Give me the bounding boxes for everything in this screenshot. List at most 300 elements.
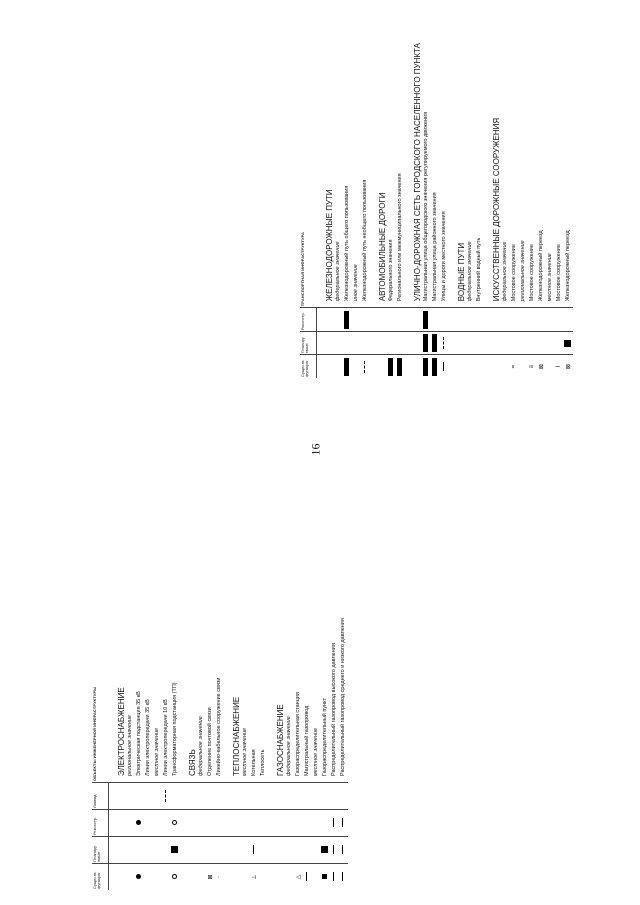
- legend-row: [162, 618, 171, 890]
- symbol-cell: [109, 810, 126, 837]
- symbol-cell: [303, 837, 312, 864]
- symbol-cell: [387, 332, 396, 355]
- symbol-cell: [153, 783, 162, 810]
- legend-table-engineering: [92, 618, 348, 890]
- legend-row: [405, 43, 422, 378]
- vline-symbol: [342, 819, 343, 828]
- section-heading: ТЕПЛОСНАБЖЕНИЕ: [224, 618, 241, 782]
- symbol-cell: [449, 355, 466, 378]
- symbol-cell: [317, 332, 334, 355]
- symbol-cell: [206, 783, 215, 810]
- symbol-cell: [466, 332, 475, 355]
- legend-item-label: Электрическая подстанция 35 кВ: [135, 618, 144, 782]
- legend-item-label: Железнодорожный переезд: [564, 43, 573, 308]
- vline-symbol: [333, 873, 334, 882]
- legend-row: [317, 43, 334, 378]
- symbol-cell: [215, 783, 224, 810]
- glyph-symbol: =: [511, 364, 517, 369]
- legend-item-label: Распределительный газопровод среднего и низкого давления: [339, 618, 348, 782]
- symbol-cell: [144, 837, 153, 864]
- legend-title: ОБЪЕКТЫ ИНЖЕНЕРНОЙ ИНФРАСТРУКТУРЫ: [92, 618, 109, 782]
- symbol-cell: [449, 308, 466, 332]
- symbol-cell: [484, 308, 501, 332]
- symbol-cell: [501, 332, 510, 355]
- vline-symbol: [342, 846, 343, 855]
- legend-table-transport: [300, 43, 573, 378]
- symbol-cell: [510, 355, 519, 378]
- legend-row: [501, 43, 510, 378]
- thick-symbol: [388, 358, 393, 376]
- vline-symbol: [333, 819, 334, 828]
- legend-row: [126, 618, 135, 890]
- symbol-cell: [475, 355, 484, 378]
- legend-row: [528, 43, 537, 378]
- legend-item-label: Магистральный газопровод: [303, 618, 312, 782]
- symbol-cell: [312, 837, 321, 864]
- symbol-cell: [259, 837, 268, 864]
- symbol-cell: [317, 308, 334, 332]
- symbol-cell: [546, 332, 555, 355]
- legend-row: [153, 618, 162, 890]
- symbol-cell: [126, 837, 135, 864]
- thick-symbol: [423, 358, 428, 376]
- symbol-cell: [449, 332, 466, 355]
- symbol-cell: [268, 837, 285, 864]
- legend-row: [422, 43, 431, 378]
- symbol-cell: [334, 308, 343, 332]
- symbol-cell: [250, 810, 259, 837]
- section-heading: ЖЕЛЕЗНОДОРОЖНЫЕ ПУТИ: [317, 43, 334, 308]
- legend-item-label: Трансформаторная подстанция (ТП): [171, 618, 180, 782]
- symbol-cell: [162, 783, 171, 810]
- vline-symbol: [342, 873, 343, 882]
- symbol-cell: [144, 864, 153, 891]
- symbol-cell: [180, 810, 197, 837]
- symbol-cell: [224, 837, 241, 864]
- symbol-cell: [153, 810, 162, 837]
- legend-item-label: Отделение почтовой связи: [206, 618, 215, 782]
- legend-row: [312, 618, 321, 890]
- glyph-symbol: ≡: [529, 364, 535, 369]
- symbol-cell: [555, 308, 564, 332]
- symbol-cell: [564, 308, 573, 332]
- legend-row: [334, 43, 343, 378]
- symbol-cell: [519, 332, 528, 355]
- sq-symbol: [564, 340, 571, 347]
- symbol-cell: [339, 837, 348, 864]
- symbol-cell: [396, 308, 405, 332]
- symbol-cell: [361, 308, 370, 332]
- symbol-cell: [431, 332, 440, 355]
- legend-item-label: Линии электропередачи 10 кВ: [162, 618, 171, 782]
- thick-symbol: [432, 334, 437, 352]
- legend-row: [343, 43, 352, 378]
- symbol-cell: [519, 308, 528, 332]
- legend-item-label: Федерального значения: [387, 43, 396, 308]
- column-header: Планиру емые: [92, 837, 109, 864]
- symbol-cell: [475, 308, 484, 332]
- symbol-cell: [197, 864, 206, 891]
- symbol-cell: [303, 864, 312, 891]
- section-heading: ВОДНЫЕ ПУТИ: [449, 43, 466, 308]
- thick-symbol: [344, 311, 349, 329]
- legend-row: [510, 43, 519, 378]
- symbol-cell: [303, 810, 312, 837]
- legend-item-label: Распределительный газопровод высокого давления: [330, 618, 339, 782]
- symbol-cell: [135, 837, 144, 864]
- symbol-cell: [285, 837, 294, 864]
- symbol-cell: [171, 837, 180, 864]
- symbol-cell: [330, 783, 339, 810]
- glyph-symbol: ·: [216, 876, 222, 878]
- symbol-cell: [303, 783, 312, 810]
- legend-row: [224, 618, 241, 890]
- symbol-cell: [180, 783, 197, 810]
- symbol-cell: [215, 864, 224, 891]
- legend-row: [294, 618, 303, 890]
- symbol-cell: [564, 355, 573, 378]
- glyph-symbol: ⊠: [565, 364, 572, 370]
- symbol-cell: [387, 355, 396, 378]
- symbol-cell: [135, 810, 144, 837]
- section-heading: УЛИЧНО-ДОРОЖНАЯ СЕТЬ ГОРОДСКОГО НАСЕЛЕННОГО ПУНКТА: [405, 43, 422, 308]
- symbol-cell: [343, 355, 352, 378]
- thick-symbol: [397, 358, 402, 376]
- subheading: федеральное значение: [501, 43, 510, 308]
- symbol-cell: [352, 308, 361, 332]
- symbol-cell: [206, 864, 215, 891]
- legend-row: [241, 618, 250, 890]
- legend-item-label: Линии электропередачи 35 кВ: [144, 618, 153, 782]
- symbol-cell: [405, 355, 422, 378]
- symbol-cell: [268, 783, 285, 810]
- legend-row: [564, 43, 573, 378]
- column-header: Существ. функция: [92, 864, 109, 891]
- legend-row: [250, 618, 259, 890]
- symbol-cell: [501, 355, 510, 378]
- symbol-cell: [321, 810, 330, 837]
- symbol-cell: [126, 810, 135, 837]
- legend-row: [370, 43, 387, 378]
- symbol-cell: [519, 355, 528, 378]
- legend-row: [144, 618, 153, 890]
- legend-engineering-infrastructure: [92, 440, 348, 890]
- section-heading: ГАЗОСНАБЖЕНИЕ: [268, 618, 285, 782]
- legend-row: [303, 618, 312, 890]
- symbol-cell: [171, 864, 180, 891]
- legend-row: [484, 43, 501, 378]
- sqs-symbol: [322, 875, 327, 880]
- legend-row: [440, 43, 449, 378]
- symbol-cell: [396, 332, 405, 355]
- glyph-symbol: △: [295, 874, 302, 880]
- symbol-cell: [440, 308, 449, 332]
- dash-symbol: [443, 337, 444, 349]
- symbol-cell: [241, 810, 250, 837]
- symbol-cell: [197, 810, 206, 837]
- legend-item-label: Котельная: [250, 618, 259, 782]
- symbol-cell: [330, 810, 339, 837]
- subheading: федеральное значение: [285, 618, 294, 782]
- legend-item-label: Улицы и дороги местного значения: [440, 43, 449, 308]
- legend-item-label: Теплосеть: [259, 618, 268, 782]
- legend-item-label: Газораспределительный пункт: [321, 618, 330, 782]
- symbol-cell: [528, 355, 537, 378]
- symbol-cell: [126, 864, 135, 891]
- symbol-cell: [285, 810, 294, 837]
- symbol-cell: [317, 355, 334, 378]
- thick-symbol: [432, 358, 437, 376]
- symbol-cell: [330, 837, 339, 864]
- legend-row: [387, 43, 396, 378]
- symbol-cell: [370, 332, 387, 355]
- legend-item-label: Газораспределительная станция: [294, 618, 303, 782]
- ring-symbol: [172, 875, 177, 880]
- symbol-cell: [440, 332, 449, 355]
- symbol-cell: [126, 783, 135, 810]
- symbol-cell: [334, 332, 343, 355]
- symbol-cell: [546, 308, 555, 332]
- symbol-cell: [206, 810, 215, 837]
- legend-row: [109, 618, 126, 890]
- symbol-cell: [484, 332, 501, 355]
- symbol-cell: [312, 783, 321, 810]
- symbol-cell: [321, 864, 330, 891]
- legend-row: [555, 43, 564, 378]
- legend-row: [330, 618, 339, 890]
- legend-row: [396, 43, 405, 378]
- subheading: местное значение: [241, 618, 250, 782]
- symbol-cell: [431, 355, 440, 378]
- symbol-cell: [162, 837, 171, 864]
- symbol-cell: [294, 783, 303, 810]
- symbol-cell: [197, 783, 206, 810]
- symbol-cell: [339, 864, 348, 891]
- legend-item-label: Регионального или межмуниципального значения: [396, 43, 405, 308]
- symbol-cell: [321, 837, 330, 864]
- symbol-cell: [206, 837, 215, 864]
- symbol-cell: [370, 308, 387, 332]
- legend-row: [180, 618, 197, 890]
- symbol-cell: [259, 864, 268, 891]
- symbol-cell: [546, 355, 555, 378]
- legend-row: [171, 618, 180, 890]
- legend-title: ТРАНСПОРТНАЯ ИНФРАСТРУКТУРА: [300, 43, 317, 308]
- symbol-cell: [162, 864, 171, 891]
- column-header: Существ. функция: [300, 355, 317, 378]
- symbol-cell: [180, 864, 197, 891]
- symbol-cell: [153, 837, 162, 864]
- legend-row: [268, 618, 285, 890]
- legend-item-label: Линейно-кабельное сооружение связи: [215, 618, 224, 782]
- dash-symbol: [364, 361, 365, 373]
- thick-symbol: [423, 311, 428, 329]
- symbol-cell: [352, 355, 361, 378]
- symbol-cell: [510, 332, 519, 355]
- symbol-cell: [343, 308, 352, 332]
- symbol-cell: [285, 783, 294, 810]
- legend-row: [475, 43, 484, 378]
- symbol-cell: [321, 783, 330, 810]
- thick-symbol: [423, 334, 428, 352]
- symbol-cell: [352, 332, 361, 355]
- symbol-cell: [144, 810, 153, 837]
- legend-row: [449, 43, 466, 378]
- symbol-cell: [339, 783, 348, 810]
- column-header: Планиру емые: [300, 332, 317, 355]
- glyph-symbol: ⊠: [538, 364, 545, 370]
- symbol-cell: [109, 783, 126, 810]
- subheading: местное значение: [153, 618, 162, 782]
- symbol-cell: [268, 810, 285, 837]
- symbol-cell: [215, 810, 224, 837]
- symbol-cell: [510, 308, 519, 332]
- subheading: федеральное значение: [334, 43, 343, 308]
- symbol-cell: [250, 837, 259, 864]
- legend-item-label: Железнодорожный путь общего пользования: [343, 43, 352, 308]
- symbol-cell: [405, 332, 422, 355]
- symbol-cell: [339, 810, 348, 837]
- symbol-cell: [144, 783, 153, 810]
- symbol-cell: [528, 308, 537, 332]
- subheading: местное значение: [546, 43, 555, 308]
- symbol-cell: [343, 332, 352, 355]
- symbol-cell: [537, 355, 546, 378]
- symbol-cell: [241, 864, 250, 891]
- symbol-cell: [285, 864, 294, 891]
- subheading: местное значение: [312, 618, 321, 782]
- glyph-symbol: ⊥: [251, 874, 258, 880]
- legend-row: [431, 43, 440, 378]
- section-heading: АВТОМОБИЛЬНЫЕ ДОРОГИ: [370, 43, 387, 308]
- symbol-cell: [334, 355, 343, 378]
- legend-row: [466, 43, 475, 378]
- legend-item-label: Внутренний водный путь: [475, 43, 484, 308]
- legend-row: [339, 618, 348, 890]
- symbol-cell: [484, 355, 501, 378]
- legend-item-label: Мостовое сооружение: [510, 43, 519, 308]
- symbol-cell: [224, 864, 241, 891]
- subheading: иное значение: [352, 43, 361, 308]
- section-heading: СВЯЗЬ: [180, 618, 197, 782]
- symbol-cell: [361, 355, 370, 378]
- symbol-cell: [215, 837, 224, 864]
- legend-item-label: Мостовое сооружение: [555, 43, 564, 308]
- symbol-cell: [422, 355, 431, 378]
- dash-symbol: [165, 790, 166, 802]
- legend-item-label: Железнодорожный путь необщего пользования: [361, 43, 370, 308]
- legend-row: [352, 43, 361, 378]
- symbol-cell: [537, 332, 546, 355]
- legend-row: [321, 618, 330, 890]
- symbol-cell: [197, 837, 206, 864]
- symbol-cell: [250, 864, 259, 891]
- symbol-cell: [109, 864, 126, 891]
- symbol-cell: [555, 355, 564, 378]
- section-heading: ЭЛЕКТРОСНАБЖЕНИЕ: [109, 618, 126, 782]
- symbol-cell: [259, 783, 268, 810]
- symbol-cell: [312, 864, 321, 891]
- legend-item-label: Мостовое сооружение: [528, 43, 537, 308]
- symbol-cell: [537, 308, 546, 332]
- legend-transport-infrastructure: [300, 43, 573, 378]
- legend-row: [215, 618, 224, 890]
- legend-row: [285, 618, 294, 890]
- symbol-cell: [330, 864, 339, 891]
- legend-row: [259, 618, 268, 890]
- symbol-cell: [294, 810, 303, 837]
- symbol-cell: [396, 355, 405, 378]
- symbol-cell: [109, 837, 126, 864]
- symbol-cell: [555, 332, 564, 355]
- symbol-cell: [422, 332, 431, 355]
- legend-row: [197, 618, 206, 890]
- column-header: Ликвид.: [92, 783, 109, 810]
- page-number: 16: [308, 443, 323, 456]
- glyph-symbol: I: [556, 365, 562, 368]
- vline-symbol: [443, 362, 444, 371]
- symbol-cell: [370, 355, 387, 378]
- column-header: Реконстр.: [300, 308, 317, 332]
- symbol-cell: [501, 308, 510, 332]
- thick-symbol: [344, 358, 349, 376]
- subheading: региональное значение: [519, 43, 528, 308]
- legend-row: [519, 43, 528, 378]
- sq-symbol: [171, 847, 178, 854]
- symbol-cell: [224, 810, 241, 837]
- symbol-cell: [466, 308, 475, 332]
- symbol-cell: [466, 355, 475, 378]
- legend-row: [546, 43, 555, 378]
- symbol-cell: [241, 837, 250, 864]
- symbol-cell: [171, 783, 180, 810]
- sq-symbol: [321, 847, 328, 854]
- dot-symbol: [136, 821, 141, 826]
- symbol-cell: [241, 783, 250, 810]
- symbol-cell: [250, 783, 259, 810]
- symbol-cell: [294, 837, 303, 864]
- symbol-cell: [162, 810, 171, 837]
- symbol-cell: [224, 783, 241, 810]
- symbol-cell: [259, 810, 268, 837]
- dot-symbol: [136, 875, 141, 880]
- symbol-cell: [180, 837, 197, 864]
- symbol-cell: [564, 332, 573, 355]
- symbol-cell: [312, 810, 321, 837]
- symbol-cell: [153, 864, 162, 891]
- subheading: федеральное значение: [197, 618, 206, 782]
- vline-symbol: [253, 846, 254, 855]
- symbol-cell: [171, 810, 180, 837]
- symbol-cell: [294, 864, 303, 891]
- subheading: федеральное значение: [466, 43, 475, 308]
- legend-item-label: Железнодорожный переезд: [537, 43, 546, 308]
- symbol-cell: [268, 864, 285, 891]
- symbol-cell: [135, 783, 144, 810]
- legend-item-label: Магистральная улица общегородского значения регулируемого движения: [422, 43, 431, 308]
- symbol-cell: [422, 308, 431, 332]
- legend-row: [135, 618, 144, 890]
- vline-symbol: [333, 846, 334, 855]
- legend-item-label: Магистральная улица районного значения: [431, 43, 440, 308]
- symbol-cell: [440, 355, 449, 378]
- symbol-cell: [387, 308, 396, 332]
- glyph-symbol: ⊠: [207, 874, 214, 880]
- column-header: Реконстр.: [92, 810, 109, 837]
- symbol-cell: [135, 864, 144, 891]
- symbol-cell: [528, 332, 537, 355]
- ring-symbol: [172, 821, 177, 826]
